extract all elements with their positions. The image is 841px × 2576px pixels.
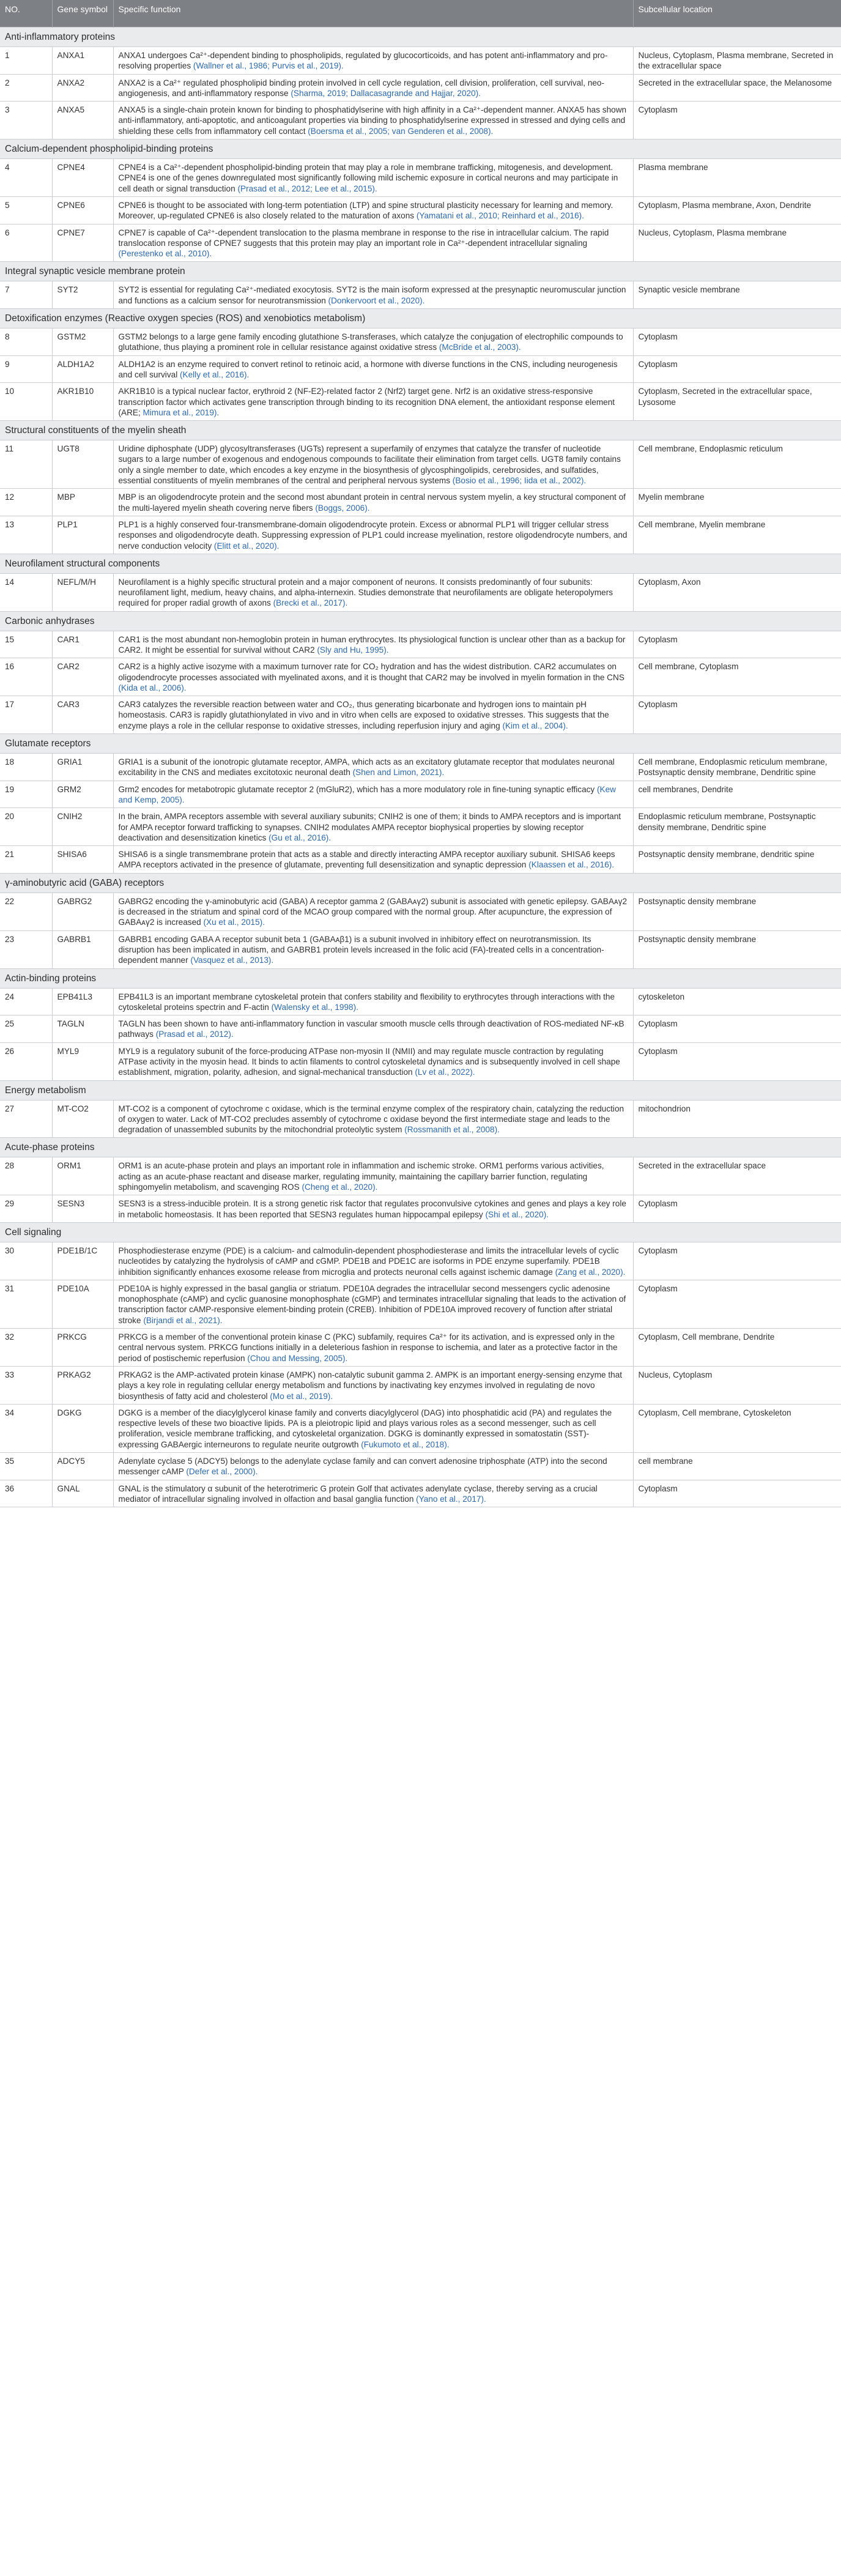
row-number: 21 — [0, 846, 52, 874]
section-header-row — [0, 1222, 841, 1242]
citation-link[interactable]: (Kim et al., 2004). — [502, 721, 568, 730]
row-number: 2 — [0, 74, 52, 102]
function-text: Grm2 encodes for metabotropic glutamate receptor 2 (mGluR2), which has a more modulatory role in fine-tuning synaptic efficacy — [118, 784, 595, 794]
row-number: 22 — [0, 893, 52, 930]
gene-symbol: CPNE6 — [52, 196, 113, 224]
section-header-row — [0, 1138, 841, 1157]
gene-symbol: GNAL — [52, 1480, 113, 1507]
gene-symbol: UGT8 — [52, 440, 113, 489]
section-title: Calcium-dependent phospholipid-binding proteins — [0, 139, 841, 159]
header-subcellular-location: Subcellular location — [633, 0, 841, 28]
table-row — [0, 102, 841, 139]
subcellular-location: Cell membrane, Myelin membrane — [633, 516, 841, 554]
specific-function — [113, 696, 633, 734]
gene-symbol: NEFL/M/H — [52, 573, 113, 611]
specific-function — [113, 196, 633, 224]
specific-function — [113, 631, 633, 658]
specific-function — [113, 1015, 633, 1043]
function-text: Phosphodiesterase enzyme (PDE) is a calcium- and calmodulin-dependent phosphodiesterase and limits the intracellular levels of cyclic nucleotides by catalyzing the hydrolysis of cAMP and cGMP. PDE1B and PDE1C are isoforms in PDE enzyme superfamily. PDE1B inhibition significantly enhances exosome release from microglia and protects neuronal cells against ischemic damage — [118, 1245, 619, 1277]
subcellular-location: Cytoplasm, Cell membrane, Dendrite — [633, 1329, 841, 1367]
gene-symbol: GSTM2 — [52, 328, 113, 356]
gene-symbol: GRM2 — [52, 781, 113, 808]
subcellular-location: Cytoplasm — [633, 1015, 841, 1043]
function-text: CPNE4 is a Ca²⁺-dependent phospholipid-binding protein that may play a role in membrane trafficking, mitogenesis, and development. CPNE4 is one of the genes downregulated most significantly following mild ischemic exposure in cortical neurons and may participate in cell death or signal transduction — [118, 163, 618, 193]
section-title: Energy metabolism — [0, 1080, 841, 1100]
specific-function — [113, 102, 633, 139]
citation-link[interactable]: (Shen and Limon, 2021). — [352, 768, 445, 778]
table-row — [0, 1329, 841, 1367]
subcellular-location: Cytoplasm — [633, 1042, 841, 1080]
section-header-row — [0, 421, 841, 440]
row-number: 34 — [0, 1404, 52, 1452]
function-text: PLP1 is a highly conserved four-transmembrane-domain oligodendrocyte protein. Excess or abnormal PLP1 will trigger cellular stress responses and oligodendrocyte death. Suppressing expression of PLP1 could increase myelination, restore oligodendrocyte numbers, and nerve conduction velocity — [118, 519, 628, 551]
subcellular-location: Cytoplasm — [633, 102, 841, 139]
citation-link[interactable]: (Yamatani et al., 2010; Reinhard et al., 2016). — [416, 211, 584, 221]
gene-symbol: PRKAG2 — [52, 1366, 113, 1404]
gene-symbol: SHISA6 — [52, 846, 113, 874]
specific-function — [113, 1453, 633, 1480]
specific-function — [113, 440, 633, 489]
gene-symbol: CAR3 — [52, 696, 113, 734]
subcellular-location: Synaptic vesicle membrane — [633, 281, 841, 309]
function-text: EPB41L3 is an important membrane cytoskeletal protein that confers stability and flexibility to erythrocytes through interactions with the cytoskeletal proteins spectrin and F-actin — [118, 992, 615, 1012]
subcellular-location: cell membrane — [633, 1453, 841, 1480]
function-text: CAR2 is a highly active isozyme with a maximum turnover rate for CO₂ hydration and has the widest distribution. CAR2 accumulates on oligodendrocyte processes associated with myelinated axons, and it is thought that CAR2 may be involved in myelin formation in the CNS — [118, 662, 624, 682]
table-row — [0, 74, 841, 102]
section-title: Neurofilament structural components — [0, 554, 841, 573]
table-row — [0, 754, 841, 781]
subcellular-location: Cytoplasm, Plasma membrane, Axon, Dendrite — [633, 196, 841, 224]
header-row — [0, 0, 841, 28]
table-row — [0, 159, 841, 197]
row-number: 5 — [0, 196, 52, 224]
row-number: 19 — [0, 781, 52, 808]
specific-function — [113, 74, 633, 102]
table-row — [0, 1242, 841, 1280]
function-text: Uridine diphosphate (UDP) glycosyltransferases (UGTs) represent a superfamily of enzymes that catalyze the transfer of nucleotide sugars to a large number of exogenous and endogenous compounds to facilitate their elimination from target cells. UGT8 family contains only a single member to date, which encodes a key enzyme in the biosynthesis of glycosphingolipids, cerebrosides, and sulfatides, essential constituents of myelin membranes of the central and peripheral nervous systems — [118, 444, 621, 486]
gene-symbol: ANXA1 — [52, 47, 113, 75]
specific-function — [113, 328, 633, 356]
section-title: Integral synaptic vesicle membrane protein — [0, 262, 841, 281]
function-text: Adenylate cyclase 5 (ADCY5) belongs to the adenylate cyclase family and can convert adenosine triphosphate (ATP) into the second messenger cAMP — [118, 1457, 607, 1477]
row-number: 9 — [0, 355, 52, 383]
function-text: GNAL is the stimulatory α subunit of the heterotrimeric G protein Golf that activates adenylate cyclase, thereby serving as a crucial mediator of intracellular signaling involved in olfaction and basal ganglia function — [118, 1483, 598, 1504]
section-header-row — [0, 611, 841, 631]
row-number: 33 — [0, 1366, 52, 1404]
subcellular-location: Cytoplasm — [633, 696, 841, 734]
row-number: 16 — [0, 658, 52, 696]
row-number: 11 — [0, 440, 52, 489]
row-number: 26 — [0, 1042, 52, 1080]
table-row — [0, 846, 841, 874]
gene-symbol: SYT2 — [52, 281, 113, 309]
subcellular-location: Plasma membrane — [633, 159, 841, 197]
specific-function — [113, 808, 633, 846]
subcellular-location: Secreted in the extracellular space, the Melanosome — [633, 74, 841, 102]
section-title: Detoxification enzymes (Reactive oxygen species (ROS) and xenobiotics metabolism) — [0, 309, 841, 328]
gene-symbol: GABRG2 — [52, 893, 113, 930]
row-number: 31 — [0, 1280, 52, 1328]
table-row — [0, 1015, 841, 1043]
subcellular-location: Cytoplasm — [633, 631, 841, 658]
citation-link[interactable]: (Mo et al., 2019). — [270, 1391, 333, 1401]
section-header-row — [0, 873, 841, 893]
citation-link[interactable]: (Prasad et al., 2012; Lee et al., 2015). — [237, 184, 377, 193]
citation-link[interactable]: (Defer et al., 2000). — [186, 1467, 258, 1477]
citation-link[interactable]: (Klaassen et al., 2016). — [528, 860, 615, 870]
citation-link[interactable]: (Bosio et al., 1996; Iida et al., 2002). — [452, 476, 587, 486]
table-row — [0, 893, 841, 930]
specific-function — [113, 1242, 633, 1280]
specific-function — [113, 159, 633, 197]
row-number: 35 — [0, 1453, 52, 1480]
specific-function — [113, 383, 633, 421]
function-text: CAR3 catalyzes the reversible reaction between water and CO₂, thus generating bicarbonate and hydrogen ions to maintain pH homeostasis. CAR3 is rapidly glutathionylated in vivo and in vitro when cells are exposed to oxidative stresses. This suggests that the enzyme plays a role in the cellular response to oxidative stresses, including reperfusion injury and aging — [118, 700, 609, 730]
gene-symbol: CNIH2 — [52, 808, 113, 846]
subcellular-location: Nucleus, Cytoplasm, Plasma membrane, Secreted in the extracellular space — [633, 47, 841, 75]
subcellular-location: Cytoplasm — [633, 1242, 841, 1280]
gene-symbol: MYL9 — [52, 1042, 113, 1080]
citation-link[interactable]: Mimura et al., 2019). — [143, 407, 220, 417]
table-row — [0, 1453, 841, 1480]
subcellular-location: Nucleus, Cytoplasm, Plasma membrane — [633, 224, 841, 262]
function-text: AKR1B10 is a typical nuclear factor, erythroid 2 (NF-E2)-related factor 2 (Nrf2) target gene. Nrf2 is an oxidative stress-responsive transcription factor which activates gene transcription through binding to its recognition DNA element, the antioxidant response element (ARE; — [118, 387, 615, 417]
gene-symbol: ANXA5 — [52, 102, 113, 139]
function-text: PRKCG is a member of the conventional protein kinase C (PKC) subfamily, requires Ca²⁺ for its activation, and is expressed only in the central nervous system. PRKCG functions initially in a deleterious fashion in response to ischemia, and later as a protective factor in the period of postischemic reperfusion — [118, 1332, 618, 1363]
specific-function — [113, 1157, 633, 1195]
row-number: 6 — [0, 224, 52, 262]
function-text: ALDH1A2 is an enzyme required to convert retinol to retinoic acid, a hormone with diverse functions in the CNS, including neurogenesis and cell survival — [118, 359, 618, 379]
row-number: 1 — [0, 47, 52, 75]
gene-symbol: MT-CO2 — [52, 1100, 113, 1138]
citation-link[interactable]: (Kew and Kemp, 2005). — [118, 784, 616, 804]
header-specific-function: Specific function — [113, 0, 633, 28]
gene-symbol: PDE1B/1C — [52, 1242, 113, 1280]
citation-link[interactable]: (Xu et al., 2015). — [203, 918, 265, 927]
specific-function — [113, 281, 633, 309]
function-text: PRKAG2 is the AMP-activated protein kinase (AMPK) non-catalytic subunit gamma 2. AMPK is an important energy-sensing enzyme that plays a key role in regulating cellular energy metabolism and functions by inactivating key enzymes involved in regulating de novo biosynthesis of fatty acid and cholesterol — [118, 1370, 623, 1401]
citation-link[interactable]: (Perestenko et al., 2010). — [118, 249, 212, 259]
citation-link[interactable]: (Cheng et al., 2020). — [302, 1182, 378, 1192]
section-header-row — [0, 554, 841, 573]
specific-function — [113, 988, 633, 1015]
function-text: ORM1 is an acute-phase protein and plays an important role in inflammation and ischemic stroke. ORM1 performs various activities, acting as an acute-phase reactant and disease marker, regulating immunity, maintaining the capillary barrier function, regulating sphingomyelin metabolism, and scavenging ROS — [118, 1161, 604, 1192]
citation-link[interactable]: (Boersma et al., 2005; van Genderen et al., 2008). — [308, 126, 494, 136]
function-text: GABRB1 encoding GABA A receptor subunit beta 1 (GABAᴀβ1) is a subunit involved in inhibitory effect on neurotransmission. Its disruption has been implicated in autism, and GABRB1 protein levels increased in the folic acid (FA)-treated cells in a concentration-dependent manner — [118, 934, 604, 965]
gene-symbol: CAR2 — [52, 658, 113, 696]
specific-function — [113, 658, 633, 696]
specific-function — [113, 1329, 633, 1367]
subcellular-location: mitochondrion — [633, 1100, 841, 1138]
citation-link[interactable]: (Prasad et al., 2012). — [155, 1030, 234, 1039]
specific-function — [113, 47, 633, 75]
table-body — [0, 28, 841, 1507]
row-number: 4 — [0, 159, 52, 197]
row-number: 13 — [0, 516, 52, 554]
section-header-row — [0, 28, 841, 47]
subcellular-location: Postsynaptic density membrane — [633, 930, 841, 968]
table-row — [0, 1195, 841, 1223]
citation-link[interactable]: (Lv et al., 2022). — [415, 1067, 475, 1077]
function-text: SHISA6 is a single transmembrane protein that acts as a stable and directly interacting AMPA receptor auxiliary subunit. SHISA6 keeps AMPA receptors activated in the presence of glutamate, preventing full desensitization and synaptic depression — [118, 850, 615, 870]
function-text: SYT2 is essential for regulating Ca²⁺-mediated exocytosis. SYT2 is the main isoform expressed at the presynaptic neuromuscular junction and functions as a calcium sensor for neurotransmission — [118, 285, 626, 305]
table-row — [0, 281, 841, 309]
subcellular-location: cytoskeleton — [633, 988, 841, 1015]
table-row — [0, 1100, 841, 1138]
row-number: 8 — [0, 328, 52, 356]
row-number: 25 — [0, 1015, 52, 1043]
gene-symbol: EPB41L3 — [52, 988, 113, 1015]
function-text: ANXA2 is a Ca²⁺ regulated phospholipid binding protein involved in cell cycle regulation, cell division, proliferation, cell survival, neo-angiogenesis, and anti-inflammatory response — [118, 78, 605, 98]
citation-link[interactable]: (Fukumoto et al., 2018). — [361, 1439, 450, 1449]
subcellular-location: cell membranes, Dendrite — [633, 781, 841, 808]
function-text: SESN3 is a stress-inducible protein. It is a strong genetic risk factor that regulates proconvulsive cytokines and genes and plays a key role in metabolic homeostasis. It has been reported that SESN3 regulates human hippocampal epilepsy — [118, 1199, 626, 1219]
gene-symbol: CAR1 — [52, 631, 113, 658]
gene-symbol: AKR1B10 — [52, 383, 113, 421]
citation-link[interactable]: (Rossmanith et al., 2008). — [404, 1125, 500, 1135]
specific-function — [113, 754, 633, 781]
specific-function — [113, 893, 633, 930]
function-text: Neurofilament is a highly specific structural protein and a major component of neurons. It consists predominantly of four subunits: neurofilament light, medium, heavy chains, and alpha-internexin. Studies demonstrate that neurofilaments are obligate heteropolymers required for proper radial growth of axons — [118, 577, 613, 608]
section-title: Glutamate receptors — [0, 734, 841, 754]
function-text: MT-CO2 is a component of cytochrome c oxidase, which is the terminal enzyme complex of the respiratory chain, catalyzing the reduction of oxygen to water. Lack of MT-CO2 precludes assembly of cytochrome c oxidase beyond the first intermediate stage and leads to the degradation of unassembled subunits by the mitochondrial proteolytic system — [118, 1104, 624, 1135]
citation-link[interactable]: (Donkervoort et al., 2020). — [328, 295, 425, 305]
subcellular-location: Postsynaptic density membrane — [633, 893, 841, 930]
citation-link[interactable]: (Brecki et al., 2017). — [273, 598, 348, 608]
section-header-row — [0, 309, 841, 328]
citation-link[interactable]: (Birjandi et al., 2021). — [143, 1315, 223, 1325]
section-header-row — [0, 139, 841, 159]
specific-function — [113, 573, 633, 611]
specific-function — [113, 355, 633, 383]
table-row — [0, 489, 841, 516]
row-number: 10 — [0, 383, 52, 421]
section-header-row — [0, 262, 841, 281]
function-text: TAGLN has been shown to have anti-inflammatory function in vascular smooth muscle cells through deactivation of ROS-mediated NF-κB pathways — [118, 1019, 624, 1039]
row-number: 3 — [0, 102, 52, 139]
gene-symbol: TAGLN — [52, 1015, 113, 1043]
row-number: 24 — [0, 988, 52, 1015]
table-row — [0, 1280, 841, 1328]
table-row — [0, 1157, 841, 1195]
table-row — [0, 224, 841, 262]
table-row — [0, 1366, 841, 1404]
function-text: CAR1 is the most abundant non-hemoglobin protein in human erythrocytes. Its physiological function is unclear other than as a backup for CAR2. It might be essential for survival without CAR2 — [118, 634, 626, 655]
table-row — [0, 808, 841, 846]
subcellular-location: Cytoplasm — [633, 328, 841, 356]
row-number: 28 — [0, 1157, 52, 1195]
specific-function — [113, 1366, 633, 1404]
citation-link[interactable]: (Gu et al., 2016). — [269, 833, 332, 842]
table-row — [0, 1404, 841, 1452]
function-text: MBP is an oligodendrocyte protein and the second most abundant protein in central nervous system myelin, a key structural component of the multi-layered myelin sheath covering nerve fibers — [118, 492, 626, 513]
section-title: Actin-binding proteins — [0, 968, 841, 988]
gene-symbol: PLP1 — [52, 516, 113, 554]
function-text: CPNE7 is capable of Ca²⁺-dependent translocation to the plasma membrane in response to the rise in intracellular calcium. The rapid translocation response of CPNE7 suggests that this protein may play an important role in Ca²⁺-dependent intracellular signaling — [118, 228, 609, 248]
citation-link[interactable]: (Sharma, 2019; Dallacasagrande and Hajjar, 2020). — [291, 88, 481, 98]
table-row — [0, 1042, 841, 1080]
citation-link[interactable]: (McBride et al., 2003). — [439, 343, 521, 352]
function-text: GRIA1 is a subunit of the ionotropic glutamate receptor, AMPA, which acts as an excitatory glutamate receptor that modulates neuronal excitability in the CNS and mediates excitotoxic neuronal death — [118, 757, 615, 778]
citation-link[interactable]: (Wallner et al., 1986; Purvis et al., 2019). — [193, 61, 344, 71]
citation-link[interactable]: (Shi et al., 2020). — [485, 1209, 549, 1219]
function-text: ANXA1 undergoes Ca²⁺-dependent binding to phospholipids, regulated by glucocorticoids, and has potent anti-inflammatory and pro-resolving properties — [118, 51, 608, 71]
subcellular-location: Nucleus, Cytoplasm — [633, 1366, 841, 1404]
table-row — [0, 573, 841, 611]
table-row — [0, 658, 841, 696]
header-gene-symbol: Gene symbol — [52, 0, 113, 28]
table-row — [0, 383, 841, 421]
table-row — [0, 781, 841, 808]
row-number: 20 — [0, 808, 52, 846]
specific-function — [113, 1404, 633, 1452]
specific-function — [113, 489, 633, 516]
specific-function — [113, 1195, 633, 1223]
gene-symbol: GABRB1 — [52, 930, 113, 968]
row-number: 18 — [0, 754, 52, 781]
section-title: γ-aminobutyric acid (GABA) receptors — [0, 873, 841, 893]
table-row — [0, 930, 841, 968]
section-title: Anti-inflammatory proteins — [0, 28, 841, 47]
table-row — [0, 696, 841, 734]
specific-function — [113, 930, 633, 968]
row-number: 29 — [0, 1195, 52, 1223]
subcellular-location: Cytoplasm — [633, 355, 841, 383]
specific-function — [113, 1280, 633, 1328]
header-no: NO. — [0, 0, 52, 28]
citation-link[interactable]: (Zang et al., 2020). — [555, 1267, 626, 1277]
table-row — [0, 328, 841, 356]
citation-link[interactable]: (Chou and Messing, 2005). — [247, 1353, 348, 1363]
function-text: In the brain, AMPA receptors assemble with several auxiliary subunits; CNIH2 is one of them; it binds to AMPA receptors and is important for AMPA receptor forward trafficking to synapses. CNIH2 modulates AMPA receptor biophysical properties by slowing receptor deactivation and desensitization kinetics — [118, 812, 621, 842]
citation-link[interactable]: (Elitt et al., 2020). — [213, 541, 280, 551]
section-title: Structural constituents of the myelin sheath — [0, 421, 841, 440]
specific-function — [113, 224, 633, 262]
table-row — [0, 631, 841, 658]
table-row — [0, 988, 841, 1015]
section-title: Carbonic anhydrases — [0, 611, 841, 631]
gene-symbol: PDE10A — [52, 1280, 113, 1328]
row-number: 36 — [0, 1480, 52, 1507]
function-text: PDE10A is highly expressed in the basal ganglia or striatum. PDE10A degrades the intracellular second messengers cyclic adenosine monophosphate (cAMP) and cyclic guanosine monophosphate (cGMP) and terminates intracellular signaling that leads to the activation of transcription factor cAMP-responsive element-binding protein (CREB). Inhibition of PDE10A improved recovery of function after striatal stroke — [118, 1283, 626, 1325]
row-number: 12 — [0, 489, 52, 516]
table-row — [0, 47, 841, 75]
row-number: 27 — [0, 1100, 52, 1138]
subcellular-location: Cytoplasm — [633, 1195, 841, 1223]
row-number: 14 — [0, 573, 52, 611]
gene-symbol: ORM1 — [52, 1157, 113, 1195]
row-number: 32 — [0, 1329, 52, 1367]
gene-symbol: CPNE7 — [52, 224, 113, 262]
function-text: CPNE6 is thought to be associated with long-term potentiation (LTP) and spine structural plasticity necessary for learning and memory. Moreover, up-regulated CPNE6 is also closely related to the maturation of axons — [118, 200, 613, 221]
subcellular-location: Endoplasmic reticulum membrane, Postsynaptic density membrane, Dendritic spine — [633, 808, 841, 846]
function-text: ANXA5 is a single-chain protein known for binding to phosphatidylserine with high affinity in a Ca²⁺-dependent manner. ANXA5 has shown anti-inflammatory, anti-apoptotic, and anticoagulant properties via binding to phosphatidylserine expressed in stressed and dying cells and shielding these cells from inflammatory cell contact — [118, 105, 627, 136]
row-number: 23 — [0, 930, 52, 968]
table-row — [0, 355, 841, 383]
gene-symbol: GRIA1 — [52, 754, 113, 781]
subcellular-location: Cytoplasm — [633, 1280, 841, 1328]
table-row — [0, 516, 841, 554]
subcellular-location: Cell membrane, Endoplasmic reticulum membrane, Postsynaptic density membrane, Dendritic spine — [633, 754, 841, 781]
citation-link[interactable]: (Walensky et al., 1998). — [271, 1002, 358, 1012]
section-header-row — [0, 734, 841, 754]
specific-function — [113, 781, 633, 808]
specific-function — [113, 1042, 633, 1080]
subcellular-location: Myelin membrane — [633, 489, 841, 516]
citation-link[interactable]: (Vasquez et al., 2013). — [190, 956, 274, 965]
subcellular-location: Cytoplasm, Secreted in the extracellular space, Lysosome — [633, 383, 841, 421]
citation-link[interactable]: (Kelly et al., 2016). — [180, 369, 250, 379]
function-text: GABRG2 encoding the γ-aminobutyric acid (GABA) A receptor gamma 2 (GABAᴀγ2) subunit is associated with genetic epilepsy. GABAᴀγ2 is decreased in the striatum and spinal cord of the MCAO group compared with the normal group. After acupuncture, the expression of GABAᴀγ2 is increased — [118, 896, 628, 927]
function-text: MYL9 is a regulatory subunit of the force-producing ATPase non-myosin II (NMII) and may regulate muscle contraction by regulating ATPase activity in the myosin head. It binds to actin filaments to control cytoskeletal dynamics and is subsequently involved in cell shape establishment, migration, polarity, adhesion, and signal-mechanical transduction — [118, 1046, 620, 1077]
subcellular-location: Cytoplasm, Cell membrane, Cytoskeleton — [633, 1404, 841, 1452]
gene-symbol: PRKCG — [52, 1329, 113, 1367]
function-text: GSTM2 belongs to a large gene family encoding glutathione S-transferases, which catalyze the conjugation of electrophilic compounds to glutathione, thus playing a prominent role in cellular resistance against oxidative stress — [118, 332, 623, 352]
row-number: 30 — [0, 1242, 52, 1280]
specific-function — [113, 1480, 633, 1507]
row-number: 15 — [0, 631, 52, 658]
row-number: 7 — [0, 281, 52, 309]
gene-symbol: ALDH1A2 — [52, 355, 113, 383]
subcellular-location: Cell membrane, Endoplasmic reticulum — [633, 440, 841, 489]
function-text: DGKG is a member of the diacylglycerol kinase family and converts diacylglycerol (DAG) into phosphatidic acid (PA) and regulates the respective levels of these two bioactive lipids. PA is a pleiotropic lipid and plays various roles as a second messenger, such as cell proliferation, vesicle membrane trafficking, and cytoskeletal organization. DGKG is dominantly expressed in somatostatin (SST)-expressing GABAergic interneurons to regulate neurite outgrowth — [118, 1408, 612, 1449]
section-header-row — [0, 968, 841, 988]
table-row — [0, 1480, 841, 1507]
gene-symbol: ANXA2 — [52, 74, 113, 102]
gene-symbol: DGKG — [52, 1404, 113, 1452]
citation-link[interactable]: (Kida et al., 2006). — [118, 683, 187, 692]
specific-function — [113, 846, 633, 874]
gene-symbol: SESN3 — [52, 1195, 113, 1223]
section-title: Acute-phase proteins — [0, 1138, 841, 1157]
section-title: Cell signaling — [0, 1222, 841, 1242]
citation-link[interactable]: (Yano et al., 2017). — [416, 1494, 486, 1504]
subcellular-location: Postsynaptic density membrane, dendritic spine — [633, 846, 841, 874]
subcellular-location: Cytoplasm — [633, 1480, 841, 1507]
citation-link[interactable]: (Sly and Hu, 1995). — [317, 645, 389, 655]
gene-symbol: CPNE4 — [52, 159, 113, 197]
table-row — [0, 196, 841, 224]
specific-function — [113, 1100, 633, 1138]
subcellular-location: Cytoplasm, Axon — [633, 573, 841, 611]
section-header-row — [0, 1080, 841, 1100]
subcellular-location: Secreted in the extracellular space — [633, 1157, 841, 1195]
subcellular-location: Cell membrane, Cytoplasm — [633, 658, 841, 696]
specific-function — [113, 516, 633, 554]
citation-link[interactable]: (Boggs, 2006). — [315, 503, 370, 513]
gene-symbol: ADCY5 — [52, 1453, 113, 1480]
table-row — [0, 440, 841, 489]
row-number: 17 — [0, 696, 52, 734]
gene-symbol: MBP — [52, 489, 113, 516]
